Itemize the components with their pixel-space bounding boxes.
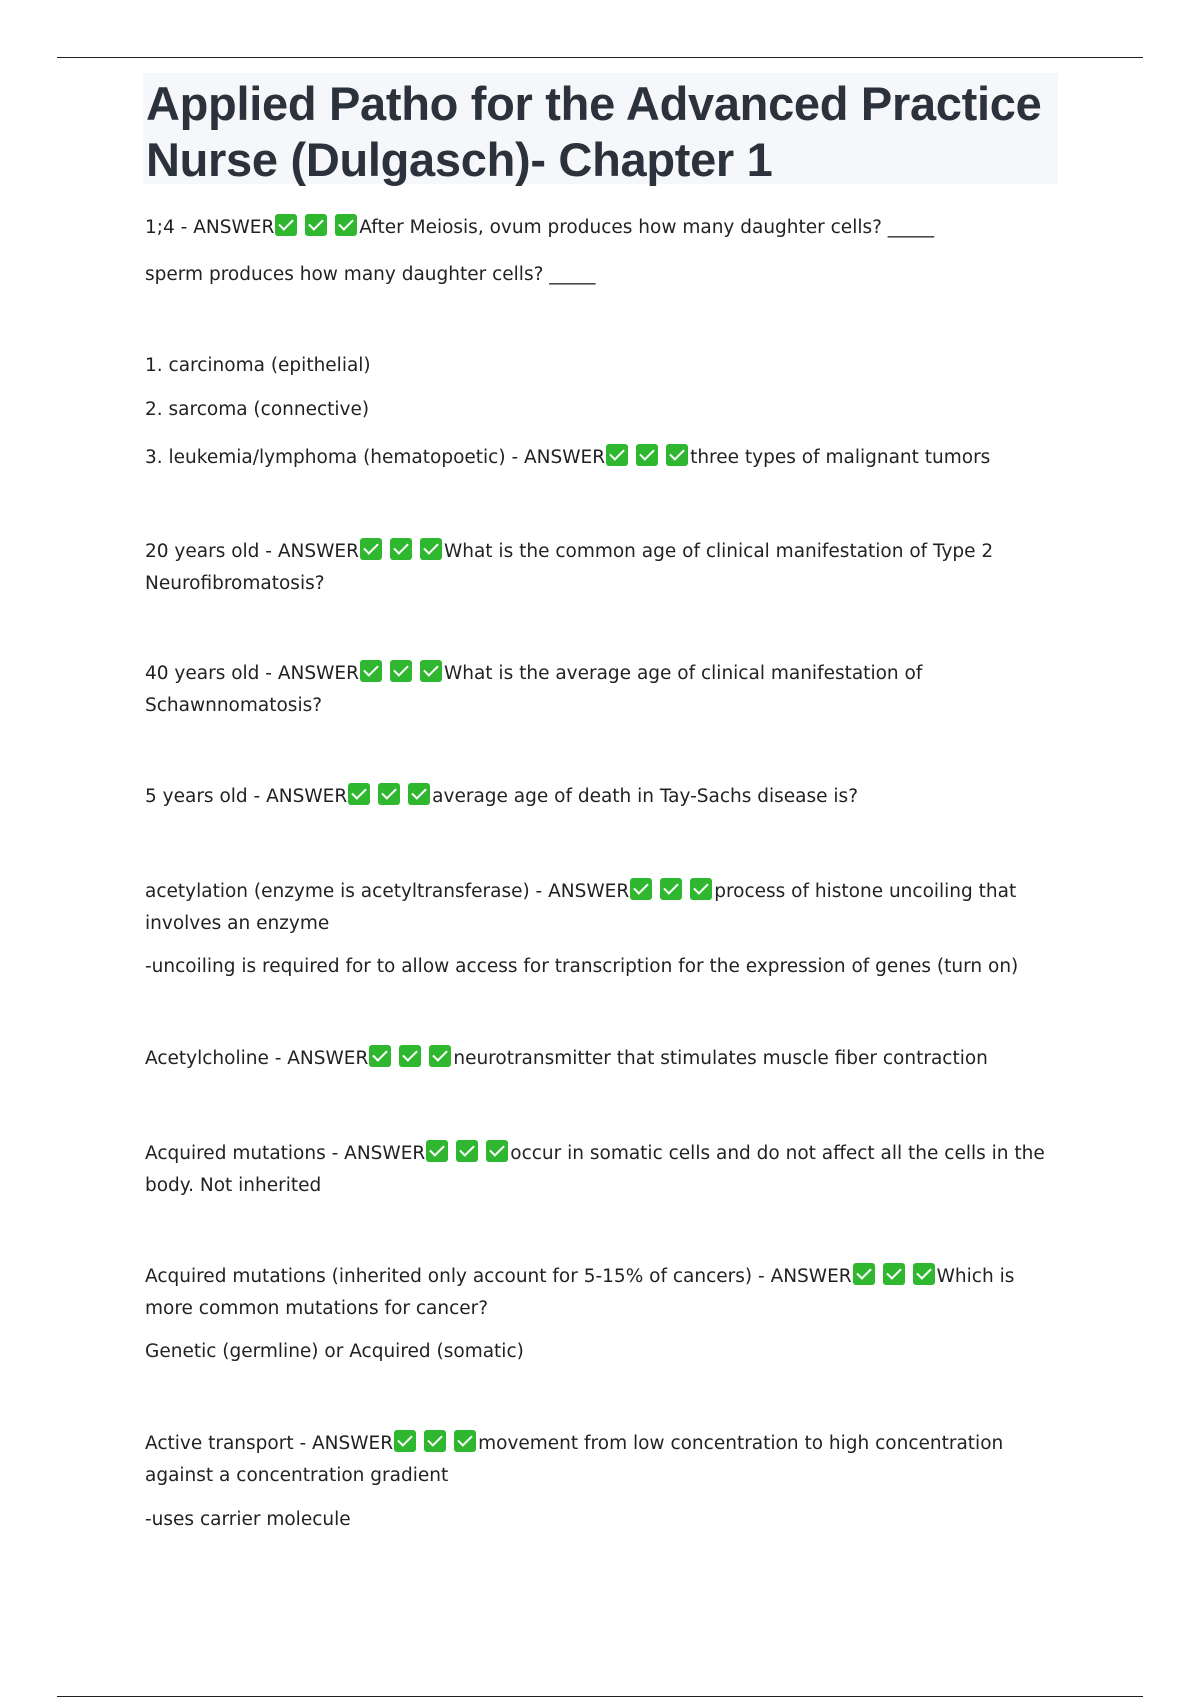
checkmarks — [853, 1263, 936, 1294]
checkmark-icon — [424, 1430, 446, 1452]
bottom-rule — [57, 1696, 1143, 1697]
checkmark-icon — [360, 660, 382, 682]
checkmark-icon — [420, 538, 442, 560]
checkmark-icon — [426, 1140, 448, 1162]
flashcard-7 — [145, 1044, 1065, 1076]
definition: What is the common age of clinical manifestation of Type 2 Neurofibromatosis? — [145, 541, 994, 594]
checkmark-icon — [390, 660, 412, 682]
flashcard-8 — [145, 1139, 1065, 1200]
definition: Which is more common mutations for cancer? — [145, 1266, 1015, 1319]
term: Acquired mutations - — [145, 1143, 345, 1164]
checkmarks — [426, 1140, 509, 1171]
text-line: sperm produces how many daughter cells? _____ — [145, 264, 596, 285]
top-rule — [57, 57, 1143, 58]
term: 5 years old - — [145, 786, 267, 807]
definition: average age of death in Tay-Sachs disease is? — [432, 786, 859, 807]
definition: occur in somatic cells and do not affect all the cells in the body. Not inherited — [145, 1143, 1045, 1196]
checkmark-icon — [408, 783, 430, 805]
checkmark-icon — [394, 1430, 416, 1452]
flashcard-1 — [145, 213, 1065, 245]
answer-label: ANSWER — [344, 1143, 426, 1164]
checkmarks — [394, 1430, 477, 1461]
checkmark-icon — [486, 1140, 508, 1162]
answer-label: ANSWER — [770, 1266, 852, 1287]
text-line: -uncoiling is required for to allow access for transcription for the expression of genes (turn on) — [145, 956, 1019, 977]
checkmark-icon — [636, 444, 658, 466]
term: 3. leukemia/lymphoma (hematopoetic) - — [145, 447, 524, 468]
checkmark-icon — [348, 783, 370, 805]
term: acetylation (enzyme is acetyltransferase) - — [145, 881, 549, 902]
checkmark-icon — [390, 538, 412, 560]
definition: three types of malignant tumors — [690, 447, 991, 468]
text-line: 2. sarcoma (connective) — [145, 399, 370, 420]
flashcard-9 — [145, 1262, 1065, 1323]
checkmark-icon — [420, 660, 442, 682]
flashcard-2 — [145, 443, 1065, 475]
checkmark-icon — [666, 444, 688, 466]
checkmark-icon — [853, 1263, 875, 1285]
answer-label: ANSWER — [524, 447, 606, 468]
checkmark-icon — [456, 1140, 478, 1162]
text-line: -uses carrier molecule — [145, 1509, 351, 1530]
checkmark-icon — [690, 878, 712, 900]
definition: What is the average age of clinical manifestation of Schawnnomatosis? — [145, 663, 923, 716]
checkmark-icon — [606, 444, 628, 466]
answer-label: ANSWER — [277, 541, 359, 562]
checkmark-icon — [360, 538, 382, 560]
checkmark-icon — [305, 214, 327, 236]
page-title: Applied Patho for the Advanced Practice Nurse (Dulgasch)- Chapter 1 — [146, 77, 1042, 186]
term: Active transport - — [145, 1433, 313, 1454]
flashcard-6 — [145, 877, 1065, 938]
text-line: 1. carcinoma (epithelial) — [145, 355, 371, 376]
checkmark-icon — [429, 1045, 451, 1067]
checkmark-icon — [454, 1430, 476, 1452]
checkmarks — [360, 660, 443, 691]
answer-label: ANSWER — [287, 1048, 369, 1069]
text-line: Genetic (germline) or Acquired (somatic) — [145, 1341, 524, 1362]
answer-label: ANSWER — [548, 881, 630, 902]
term: 40 years old - — [145, 663, 278, 684]
checkmark-icon — [378, 783, 400, 805]
checkmark-icon — [630, 878, 652, 900]
checkmarks — [606, 444, 689, 475]
flashcard-5 — [145, 782, 1065, 814]
checkmark-icon — [913, 1263, 935, 1285]
flashcard-3 — [145, 537, 1065, 598]
definition: After Meiosis, ovum produces how many daughter cells? _____ — [359, 217, 935, 238]
checkmark-icon — [369, 1045, 391, 1067]
term: Acetylcholine - — [145, 1048, 288, 1069]
term: Acquired mutations (inherited only account for 5-15% of cancers) - — [145, 1266, 771, 1287]
checkmark-icon — [275, 214, 297, 236]
checkmarks — [348, 783, 431, 814]
checkmark-icon — [335, 214, 357, 236]
checkmark-icon — [883, 1263, 905, 1285]
answer-label: ANSWER — [266, 786, 348, 807]
answer-label: ANSWER — [312, 1433, 394, 1454]
checkmarks — [360, 538, 443, 569]
checkmark-icon — [399, 1045, 421, 1067]
answer-label: ANSWER — [193, 217, 275, 238]
answer-label: ANSWER — [277, 663, 359, 684]
flashcard-4 — [145, 659, 1065, 720]
definition: movement from low concentration to high concentration against a concentration gradient — [145, 1433, 1004, 1486]
term: 20 years old - — [145, 541, 278, 562]
definition: process of histone uncoiling that involves an enzyme — [145, 881, 1017, 934]
definition: neurotransmitter that stimulates muscle fiber contraction — [453, 1048, 988, 1069]
checkmark-icon — [660, 878, 682, 900]
checkmarks — [369, 1045, 452, 1076]
term: 1;4 - — [145, 217, 194, 238]
title-box — [143, 73, 1058, 184]
checkmarks — [630, 878, 713, 909]
flashcard-10 — [145, 1429, 1065, 1490]
checkmarks — [275, 214, 358, 245]
